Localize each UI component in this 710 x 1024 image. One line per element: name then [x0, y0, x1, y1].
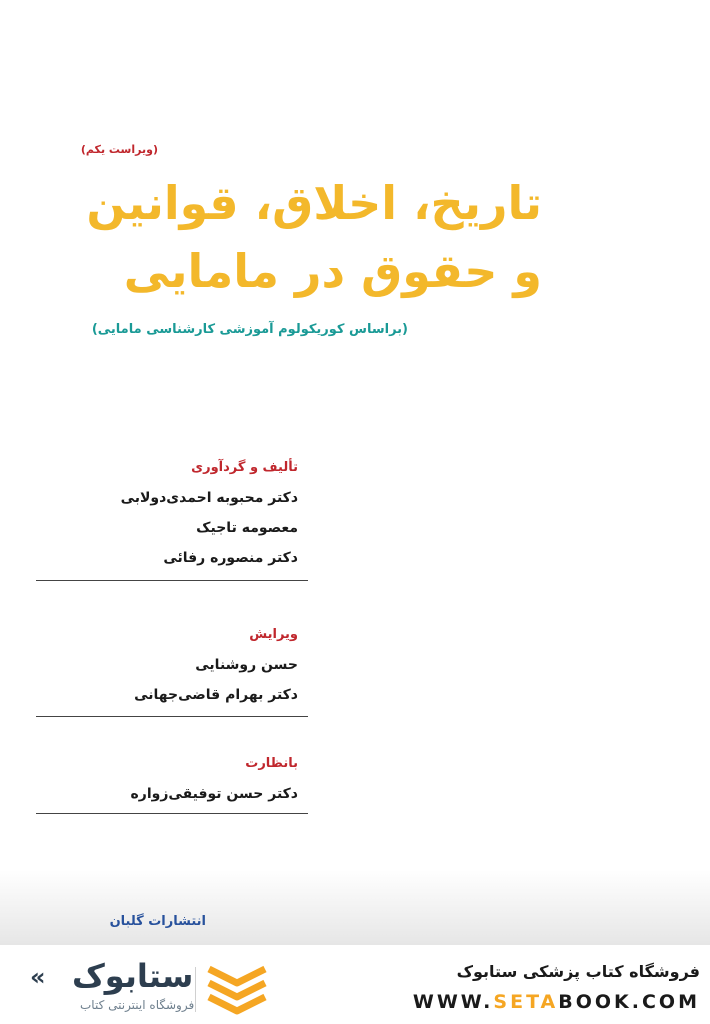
- editors-section: [26, 627, 298, 710]
- edition-label: (ویراست یکم): [80, 143, 158, 156]
- url-highlight: SETA: [493, 991, 559, 1013]
- supervision-section: [26, 756, 298, 809]
- author-name: دکتر محبوبه احمدی‌دولابی: [120, 490, 298, 506]
- book-title-line-1: تاریخ، اخلاق، قوانین: [86, 176, 542, 230]
- supervisor-name: دکتر حسن توفیقی‌زواره: [130, 786, 298, 802]
- supervision-heading: بانظارت: [245, 756, 298, 771]
- section-divider: [36, 813, 308, 814]
- store-url-link[interactable]: [413, 991, 700, 1013]
- publisher-name: انتشارات گلبان: [109, 914, 206, 929]
- logo-separator: [195, 967, 196, 1012]
- section-divider: [36, 580, 308, 581]
- book-subtitle: (براساس کوریکولوم آموزشی کارشناسی مامایی): [91, 322, 408, 337]
- authors-section: [26, 460, 298, 573]
- book-title-line-2: و حقوق در مامایی: [123, 244, 542, 298]
- author-name: معصومه تاجیک: [196, 520, 298, 536]
- author-name: دکتر منصوره رفائی: [163, 550, 298, 566]
- footer-banner: [0, 945, 710, 1024]
- editors-heading: ویرایش: [249, 627, 298, 642]
- store-name: فروشگاه کتاب پزشکی ستابوک: [456, 962, 700, 981]
- url-suffix: BOOK.COM: [558, 991, 700, 1013]
- url-prefix: WWW.: [412, 991, 494, 1013]
- authors-heading: تألیف و گردآوری: [191, 460, 298, 475]
- book-chevron-icon: [205, 961, 269, 1019]
- section-divider: [36, 716, 308, 717]
- setabook-logo[interactable]: [30, 957, 280, 1017]
- editor-name: دکتر بهرام قاضی‌جهانی: [134, 687, 298, 703]
- editor-name: حسن روشنایی: [195, 657, 298, 673]
- logo-tagline: فروشگاه اینترنتی کتاب: [80, 998, 195, 1012]
- logo-brand-text: ستابوک: [72, 957, 194, 995]
- double-chevron-icon: «: [30, 963, 40, 991]
